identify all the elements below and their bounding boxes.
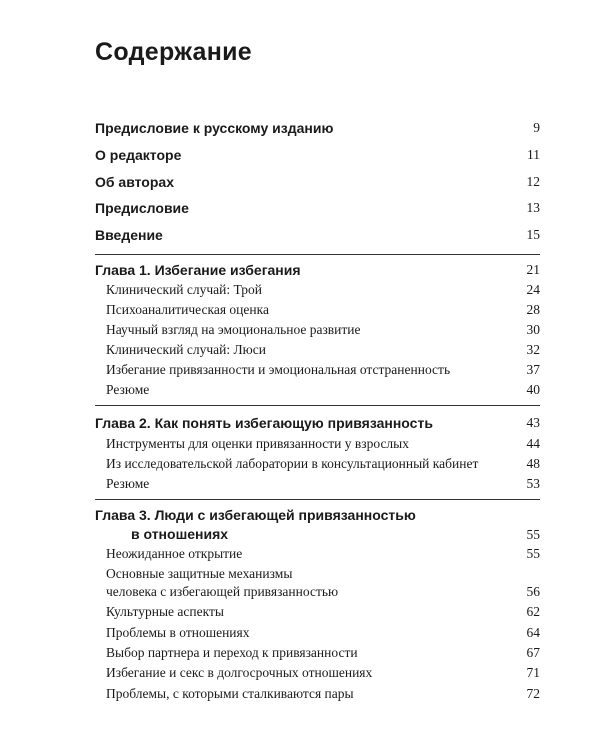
toc-subentry-page: 48 [526, 456, 540, 471]
toc-entry-label: Об авторах [95, 174, 174, 190]
toc-chapter-page: 55 [526, 527, 540, 542]
toc-subentry-label-line2: человека с избегающей привязанностью [106, 584, 339, 599]
toc-subentry-label: Клинический случай: Трой [106, 282, 262, 297]
toc-subentry-page: 71 [526, 665, 540, 680]
chapter-divider [95, 499, 540, 500]
toc-subentry-label: Резюме [106, 382, 150, 397]
toc-subentry-label: Неожиданное открытие [106, 546, 243, 561]
toc-subentry-label-line1: Основные защитные механизмы [106, 566, 293, 581]
toc-subentry-label: Избегание привязанности и эмоциональная отстраненность [106, 362, 451, 377]
toc-chapter-page: 43 [526, 415, 540, 430]
toc-entry-label: О редакторе [95, 147, 182, 163]
toc-subentry-page: 67 [526, 645, 540, 660]
toc-chapter-label-line1: Глава 3. Люди с избегающей привязанностью [95, 507, 416, 523]
toc-subentry-page: 53 [526, 476, 540, 491]
toc-subentry-label: Проблемы, с которыми сталкиваются пары [106, 686, 354, 701]
toc-chapter-label-line2: в отношениях [131, 526, 229, 542]
toc-subentry-page: 64 [526, 625, 540, 640]
toc-subentry-label: Инструменты для оценки привязанности у взрослых [106, 436, 409, 451]
toc-chapter-page: 21 [526, 262, 540, 277]
toc-subentry-page: 30 [526, 322, 540, 337]
toc-subentry-page: 62 [526, 604, 540, 619]
toc-subentry-label: Проблемы в отношениях [106, 625, 250, 640]
toc-subentry-page: 44 [526, 436, 540, 451]
toc-entry-label: Предисловие [95, 200, 189, 216]
toc-subentry-label: Из исследовательской лаборатории в консультационный кабинет [106, 456, 479, 471]
toc-chapter-label: Глава 2. Как понять избегающую привязанность [95, 415, 433, 431]
toc-subentry-page: 72 [526, 686, 540, 701]
toc-subentry-page: 55 [526, 546, 540, 561]
chapter-divider [95, 405, 540, 406]
toc-subentry-label: Культурные аспекты [106, 604, 224, 619]
toc-subentry-label: Резюме [106, 476, 150, 491]
toc-entry-page: 11 [527, 147, 540, 162]
toc-subentry-label: Избегание и секс в долгосрочных отношениях [106, 665, 373, 680]
toc-entry-label: Предисловие к русскому изданию [95, 120, 334, 136]
toc-subentry-label: Психоаналитическая оценка [106, 302, 269, 317]
toc-subentry-label: Научный взгляд на эмоциональное развитие [106, 322, 361, 337]
toc-subentry-page: 37 [526, 362, 540, 377]
chapter-divider [95, 254, 540, 255]
toc-subentry-page: 24 [526, 282, 540, 297]
toc-entry-page: 9 [533, 120, 540, 135]
page-title: Содержание [95, 38, 253, 66]
toc-entry-page: 15 [526, 227, 540, 242]
toc-subentry-page: 56 [526, 584, 540, 599]
toc-entry-page: 13 [526, 200, 540, 215]
toc-subentry-label: Клинический случай: Люси [106, 342, 266, 357]
toc-subentry-page: 28 [526, 302, 540, 317]
toc-entry-page: 12 [526, 174, 540, 189]
toc-subentry-label: Выбор партнера и переход к привязанности [106, 645, 358, 660]
toc-subentry-page: 40 [526, 382, 540, 397]
toc-subentry-page: 32 [526, 342, 540, 357]
toc-chapter-label: Глава 1. Избегание избегания [95, 262, 301, 278]
toc-entry-label: Введение [95, 227, 163, 243]
